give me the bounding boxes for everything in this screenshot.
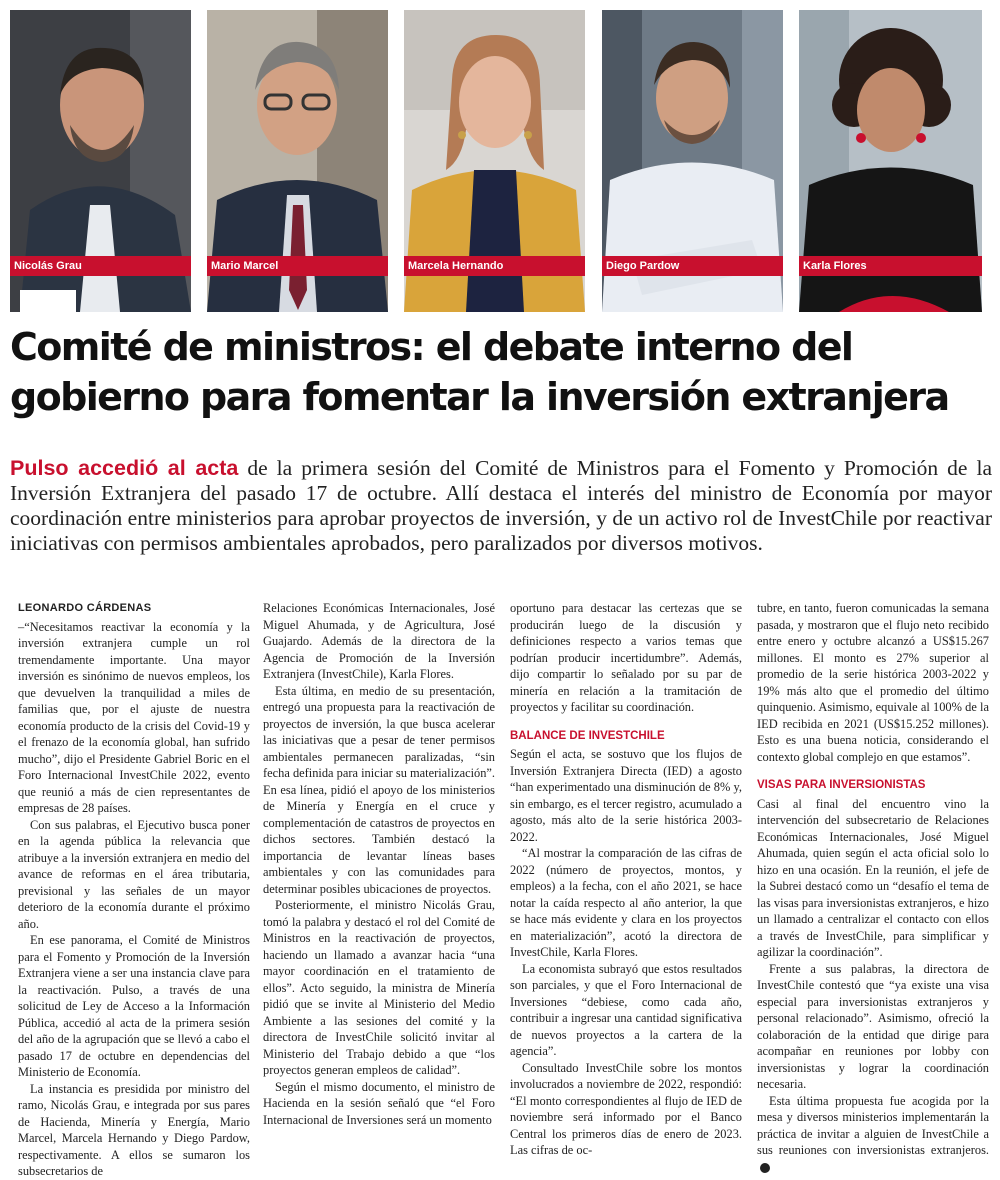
paragraph: Casi al final del encuentro vino la intervención del subsecretario de Relaciones Económicas Internacionales, José Miguel Ahumada, quien según el acta oficial solo lo hizo en una ocasión. En la reunión, el jefe de la Subrei destacó como un “desafío el tema de las visas para inversionistas extranjeros, e hizo un llamado a centralizar el contacto con ellos a través de InvestChile, para simplificar y agilizar la coordinación”. (757, 796, 989, 959)
lead-text: de la primera sesión del Comité de Ministros para el Fomento y Promoción de la Inversión Extranjera del pasado 17 de octubre. Allí destaca el interés del ministro de Economía por mayor coordinación entre ministerios para aprobar proyectos de inversión, y de un activo rol de InvestChile por reactivar iniciativas con permisos ambientales aprobados, pero paralizados por diversos motivos. (10, 456, 992, 555)
headline-line-2: gobierno para fomentar la inversión extranjera (10, 375, 949, 419)
paragraph (757, 1093, 989, 1176)
paragraph: Consultado InvestChile sobre los montos involucrados a noviembre de 2022, respondió: “El monto correspondientes al flujo de IED de noviembre será informado por el Banco Central los primeros días de enero de 2023. Las cifras de oc- (510, 1060, 742, 1157)
column-1 (18, 600, 250, 1180)
name-tag-mario-marcel: Mario Marcel (207, 256, 388, 276)
closing-text: Esta última propuesta fue acogida por la mesa y diversos ministerios implementarán la práctica de invitar a alguien de InvestChile a sus reuniones con inversionistas extranjeros. (757, 1093, 989, 1157)
column-3 (510, 600, 742, 1159)
paragraph: Según el acta, se sostuvo que los flujos de Inversión Extranjera Directa (IED) a agosto “han experimentado una disminución de 8% y, sin embargo, es el tercer registro, acumulado a agosto, más alto de la serie histórica 2003-2022. (510, 747, 742, 844)
portrait-mario-marcel (207, 10, 388, 312)
lead-kicker: Pulso accedió al acta (10, 456, 239, 480)
paragraph: Relaciones Económicas Internacionales, José Miguel Ahumada, y de Agricultura, José Guajardo. Además de la directora de la Agencia de Promoción de la Inversión Extranjera (InvestChile), Karla Flores. (263, 601, 495, 681)
headline (10, 322, 995, 422)
end-mark-icon (760, 1163, 770, 1173)
paragraph: oportuno para destacar las certezas que se producirán luego de la discusión y definiciones respecto a varios temas que podrían producir incertidumbre”. Además, dijo compartir lo señalado por su par de minería en relación a la tramitación de proyectos y facilitar su coordinación. (510, 601, 742, 714)
paragraph: En ese panorama, el Comité de Ministros para el Fomento y Promoción de la Inversión Extranjera viene a ser una instancia clave para la reactivación. Pulso, a través de una solicitud de Ley de Acceso a la Información Pública, accedió al acta de la primera sesión del año de la agrupación que se llevó a cabo el pasado 17 de octubre en dependencias del Ministerio de Economía. (18, 933, 250, 1079)
name-tag-diego-pardow: Diego Pardow (602, 256, 783, 276)
paragraph: La instancia es presidida por ministro del ramo, Nicolás Grau, e integrada por sus pares de Hacienda, Minería y Energía, Mario Marcel, Marcela Hernando y Diego Pardow, respectivamente. A ellos se sumaron los subsecretarios de (18, 1081, 250, 1178)
subhead-visas-inversionistas: VISAS PARA INVERSIONISTAS (757, 779, 926, 791)
paragraph: –“Necesitamos reactivar la economía y la inversión extranjera cumple un rol tremendamente importante. Una mayor inversión es sinónimo de nuevos empleos, los que devuelven la tranquilidad a miles de familias que, por el ajuste de nuestra economía producto de la crisis del Covid-19 y el frenazo de la economía global, han sufrido mucho”, dijo el Presidente Gabriel Boric en el Foro Internacional InvestChile 2022, evento que reunió a más de cien representantes de empresas de 28 países. (18, 619, 250, 815)
paragraph: Según el mismo documento, el ministro de Hacienda en la sesión señaló que “el Foro Internacional de Inversiones será un momento (263, 1079, 495, 1127)
paragraph: Con sus palabras, el Ejecutivo busca poner en la agenda pública la relevancia que atribuye a la inversión extranjera en medio del avance de reformas en el área tributaria, previsional y las señales de un mayor deterioro de la economía durante el próximo año. (18, 817, 250, 931)
portrait-karla-flores (799, 10, 982, 312)
name-tag-karla-flores: Karla Flores (799, 256, 982, 276)
lead-paragraph (10, 456, 992, 556)
paragraph: La economista subrayó que estos resultados son parciales, y que el Foro Internacional de Inversiones “debiese, como cada año, contribuir a ingresar una cantidad significativa de nuevos proyectos a la cartera de la agencia”. (510, 961, 742, 1058)
paragraph: Frente a sus palabras, la directora de InvestChile contestó que “ya existe una visa especial para inversionistas extranjeros y personal relacionado”. Asimismo, ofreció la colaboración de la entidad que dirige para acompañar en reuniones por lobby con inversionistas y lograr la coordinación necesaria. (757, 961, 989, 1091)
portrait-diego-pardow (602, 10, 783, 312)
subhead-balance-investchile: BALANCE DE INVESTCHILE (510, 729, 665, 742)
portrait-nicolas-grau (10, 10, 191, 312)
byline: LEONARDO CÁRDENAS (18, 602, 152, 614)
name-tag-marcela-hernando: Marcela Hernando (404, 256, 585, 276)
paragraph: tubre, en tanto, fueron comunicadas la semana pasada, y mostraron que el flujo neto recibido entre enero y octubre alcanzó a US$15.267 millones. El monto es 27% superior al promedio de la serie histórica 2003-2022 y 19% más alto que el promedio del último quinquenio. Asimismo, equivale al 100% de la IED recibida en 2021 (US$15.252 millones). Esto es una buena noticia, considerando el contexto global complejo en que estamos”. (757, 601, 989, 764)
paragraph: Esta última, en medio de su presentación, entregó una propuesta para la reactivación de proyectos de inversión, la que busca acelerar las iniciativas que a pesar de tener permisos ambientales permanecen paralizadas, “sin fecha definida para iniciar su materialización”. En esa línea, pidió el apoyo de los ministerios de Minería y Energía en el cruce y complementación de catastros de proyectos en dichos sectores. También destacó la importancia de levantar líneas bases ambientales y con las comunidades para determinar posibles ubicaciones de proyectos. (263, 683, 495, 896)
photo-strip (0, 0, 1000, 318)
column-4 (757, 600, 989, 1175)
paragraph: “Al mostrar la comparación de las cifras de 2022 (número de proyectos, montos, y empleos) a la fecha, con el año 2021, se hace notar la caída respecto al año anterior, la que se hace más evidente y clara en los proyectos en materialización”, acotó la directora de InvestChile, Karla Flores. (510, 846, 742, 959)
column-2 (263, 600, 495, 1128)
name-tag-nicolas-grau: Nicolás Grau (10, 256, 191, 276)
paragraph: Posteriormente, el ministro Nicolás Grau, tomó la palabra y destacó el rol del Comité de Ministros en la reactivación de proyectos, haciendo un llamado a avanzar hacia “una mayor coordinación en el tratamiento de ellos”. Acto seguido, la ministra de Minería pidió que se invite al Ministerio del Medio Ambiente a las sesiones del comité y la directora de InvestChile solicitó invitar al Ministerio del Trabajo debido a que “los proyectos generan empleos de calidad”. (263, 898, 495, 1077)
portrait-marcela-hernando (404, 10, 585, 312)
headline-line-1: Comité de ministros: el debate interno del (10, 325, 853, 369)
